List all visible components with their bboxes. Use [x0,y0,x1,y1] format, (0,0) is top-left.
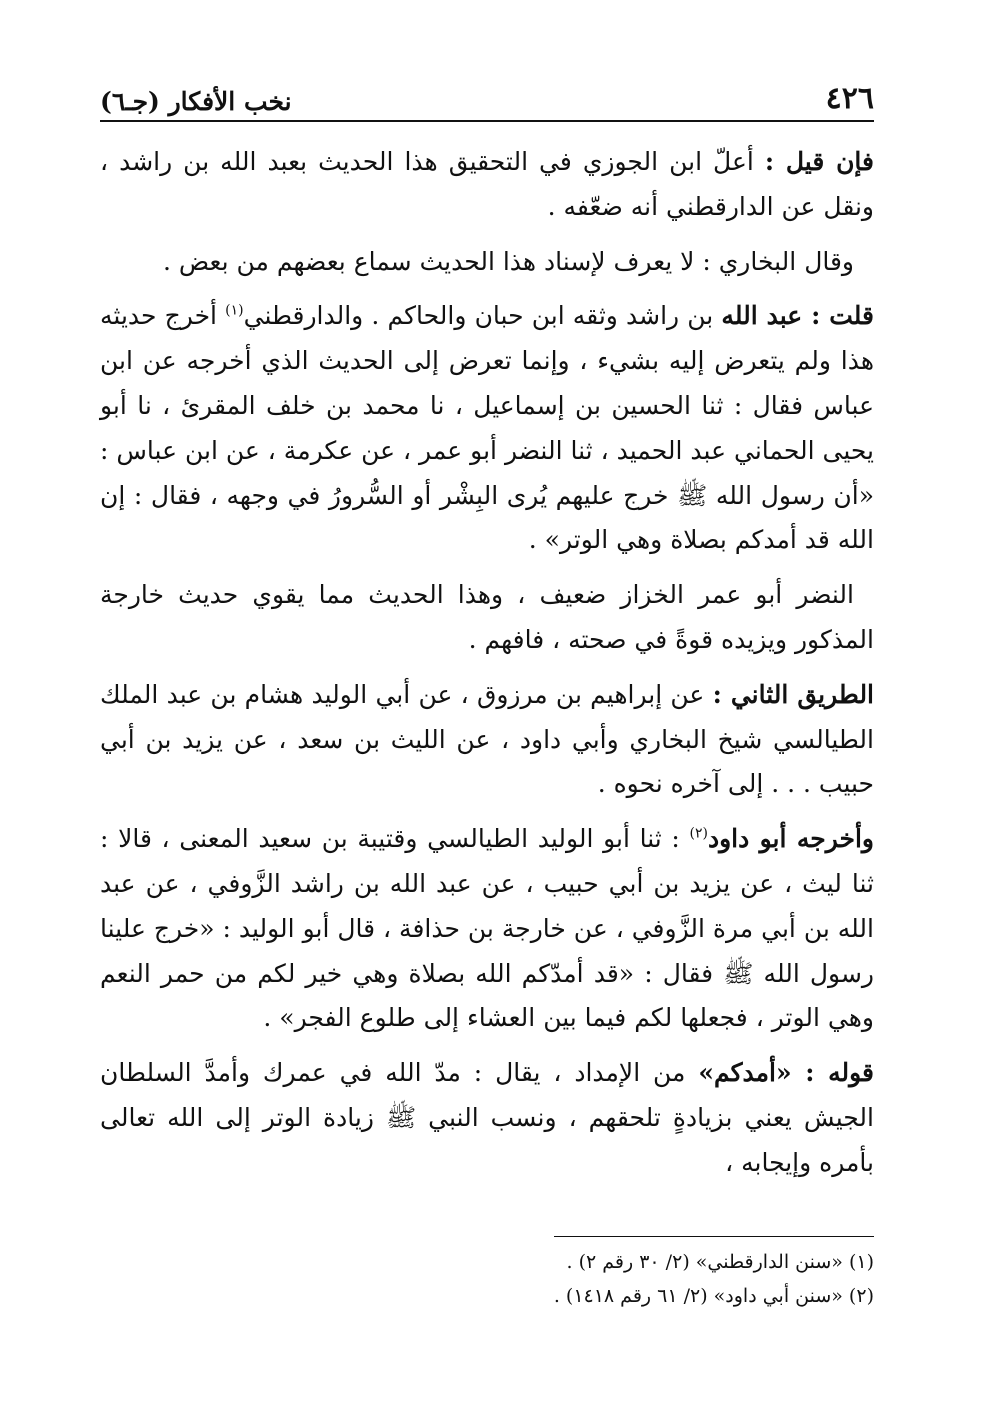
footnote-ref-1[interactable]: (١) [225,303,244,320]
paragraph-lead: الطريق الثاني : [712,679,875,709]
running-header [100,62,874,122]
paragraph-text: عن إبراهيم بن مرزوق ، عن أبي الوليد هشام بن عبد الملك الطيالسي شيخ البخاري وأبي داود ، عن الليث بن سعد ، عن يزيد بن أبي حبيب . . . إلى آخره نحوه . [100,679,874,799]
paragraph-commentary [100,1051,874,1185]
footnote-ref-2[interactable]: (٢) [689,825,708,842]
paragraph-objection [100,140,874,230]
paragraph-nadr [100,573,874,663]
book-title: نخب الأفكار (جـ٦) [100,87,292,116]
footnote-1: (١) «سنن الدارقطني» (٢/ ٣٠ رقم ٢) . [566,1251,874,1273]
page [100,62,874,1196]
paragraph-text: النضر أبو عمر الخزاز ضعيف ، وهذا الحديث مما يقوي حديث خارجة المذكور ويزيده قوةً في صحته ، فافهم . [100,580,874,654]
main-text [100,140,874,1186]
paragraph-lead: قوله : «أمدكم» [698,1058,874,1088]
footnotes [100,1236,874,1313]
paragraph-text: من الإمداد ، يقال : مدّ الله في عمرك وأمدَّ السلطان الجيش يعني بزيادةٍ تلحقهم ، ونسب النبي ﷺ زيادة الوتر إلى الله تعالى بأمره وإيجابه ، [100,1058,874,1177]
paragraph-text: : ثنا أبو الوليد الطيالسي وقتيبة بن سعيد المعنى ، قالا : ثنا ليث ، عن يزيد بن أبي حبيب ، عن عبد الله بن راشد الزَّوفي ، عن عبد الله بن أبي مرة الزَّوفي ، عن خارجة بن حذافة ، قال أبو الوليد : «خرج علينا رسول الله ﷺ فقال : «قد أمدّكم الله بصلاة وهي خير لكم من حمر النعم وهي الوتر ، فجعلها لكم فيما بين العشاء إلى طلوع الفجر» . [100,824,874,1033]
paragraph-abu-dawud [100,817,874,1041]
paragraph-lead: فإن قيل : [764,147,874,176]
paragraph-text: أخرج حديثه هذا ولم يتعرض إليه بشيء ، وإنما تعرض إلى الحديث الذي أخرجه عن ابن عباس فقال : ثنا الحسين بن إسماعيل ، نا محمد بن خلف المقرئ ، نا أبو يحيى الحماني عبد الحميد ، ثنا النضر أبو عمر ، عن عكرمة ، عن ابن عباس : «أن رسول الله ﷺ خرج عليهم يُرى البِشْر أو السُّرورُ في وجهه ، فقال : إن الله قد أمدكم بصلاة وهي الوتر» . [100,301,874,555]
footnote-divider [554,1236,874,1237]
footnote-2: (٢) «سنن أبي داود» (٢/ ٦١ رقم ١٤١٨) . [553,1285,874,1307]
paragraph-text: بن راشد وثقه ابن حبان والحاكم . والدارقطني [243,301,722,331]
paragraph-second-route [100,673,874,807]
paragraph-bukhari [100,240,874,285]
paragraph-lead: وأخرجه أبو داود [707,824,874,854]
paragraph-lead: قلت : عبد الله [721,301,874,331]
paragraph-text: وقال البخاري : لا يعرف لإسناد هذا الحديث سماع بعضهم من بعض . [163,246,854,276]
page-number: ٤٢٦ [825,81,874,116]
paragraph-reply [100,294,874,563]
paragraph-text: أعلّ ابن الجوزي في التحقيق هذا الحديث بعبد الله بن راشد ، ونقل عن الدارقطني أنه ضعّفه . [100,147,874,221]
